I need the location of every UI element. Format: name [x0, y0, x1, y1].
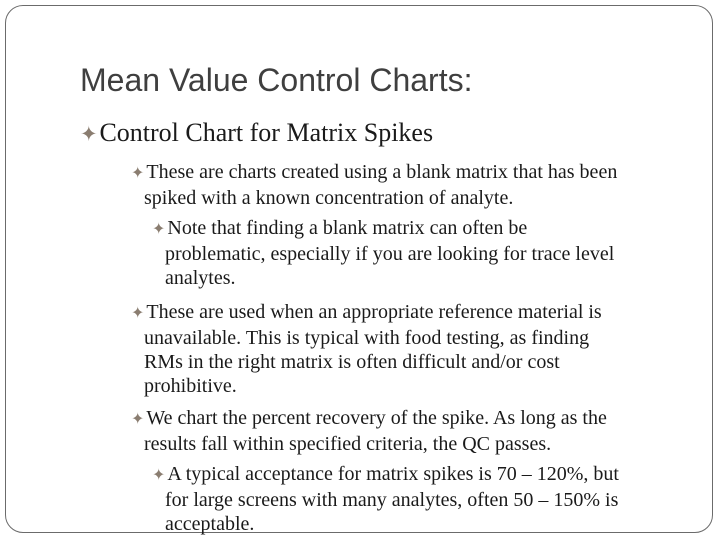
slide-title: Mean Value Control Charts: — [80, 62, 473, 98]
bullet-icon: ✦ — [131, 411, 145, 428]
bullet-icon: ✦ — [152, 467, 166, 484]
heading-text: Control Chart for Matrix Spikes — [99, 118, 434, 147]
bullet-item-4 — [131, 406, 607, 456]
bullet-item-1 — [131, 160, 617, 210]
bullet-icon: ✦ — [80, 123, 98, 146]
bullet-icon: ✦ — [131, 165, 145, 182]
bullet-4-line-1: We chart the percent recovery of the spike. As long as the — [146, 407, 607, 429]
bullet-5-line-2: for large screens with many analytes, often 50 – 150% is — [165, 489, 619, 511]
bullet-3-line-2: unavailable. This is typical with food testing, as finding — [144, 327, 590, 349]
bullet-2-line-3: analytes. — [165, 267, 236, 289]
bullet-5-line-3: acceptable. — [165, 513, 255, 535]
bullet-1-line-2: spiked with a known concentration of analyte. — [144, 187, 514, 209]
bullet-4-line-2: results fall within specified criteria, the QC passes. — [144, 433, 552, 455]
bullet-3-line-3: RMs in the right matrix is often difficult and/or cost — [144, 351, 560, 373]
bullet-5-line-1: A typical acceptance for matrix spikes is 70 – 120%, but — [167, 463, 619, 485]
bullet-item-3 — [131, 300, 602, 398]
bullet-3-line-1: These are used when an appropriate reference material is — [146, 301, 602, 323]
bullet-1-line-1: These are charts created using a blank matrix that has been — [146, 161, 618, 183]
bullet-item-2 — [152, 216, 614, 290]
bullet-item-5 — [152, 462, 619, 536]
bullet-icon: ✦ — [152, 221, 166, 238]
bullet-2-line-2: problematic, especially if you are looking for trace level — [165, 243, 615, 265]
heading-bullet — [80, 118, 433, 148]
bullet-icon: ✦ — [131, 305, 145, 322]
bullet-3-line-4: prohibitive. — [144, 375, 237, 397]
bullet-2-line-1: Note that finding a blank matrix can often be — [167, 217, 528, 239]
